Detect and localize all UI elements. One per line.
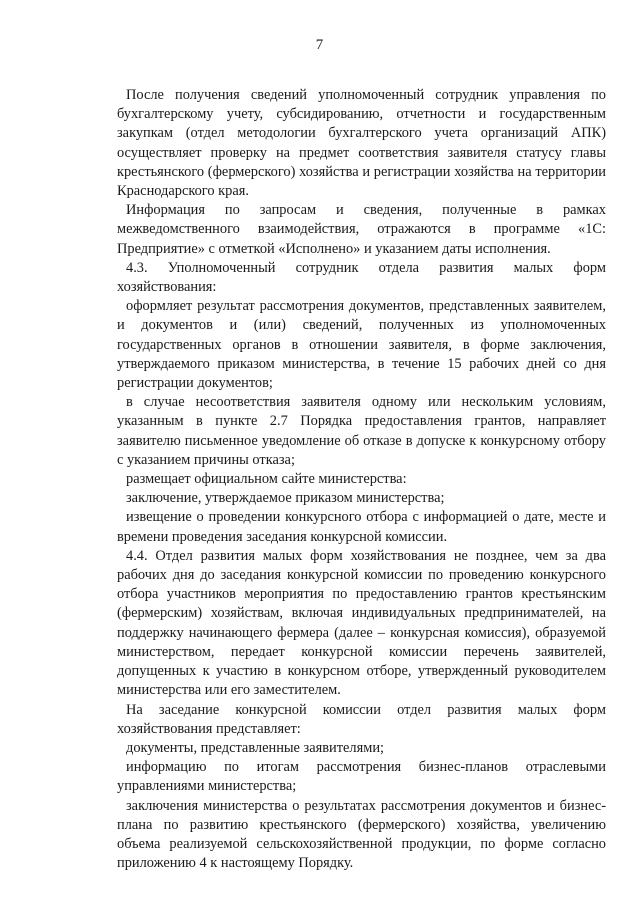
paragraph-ministry-conclusions: заключения министерства о результатах рассмотрения документов и бизнес-плана по развитию крестьянского (фермерского) хозяйства, увеличению объема реализуемой сельскохозяйственной продукции, по форме согласно приложению 4 к настоящему Порядку. bbox=[117, 797, 606, 872]
page-number: 7 bbox=[315, 37, 324, 53]
paragraph-formalize-result: оформляет результат рассмотрения документов, представленных заявителем, и документов и (или) сведений, полученных из уполномоченных государственных органов в отношении заявителя, в форме заключения, утверждаемого приказом министерства, в течение 15 рабочих дней со дня регистрации документов; bbox=[117, 298, 606, 392]
paragraph-publishes: размещает официальном сайте министерства: bbox=[126, 471, 407, 488]
paragraph-documents: документы, представленные заявителями; bbox=[126, 739, 385, 756]
paragraph-conclusion: заключение, утверждаемое приказом министерства; bbox=[126, 490, 445, 507]
paragraph-section-4-3: 4.3. Уполномоченный сотрудник отдела развития малых форм хозяйствования: bbox=[117, 259, 606, 296]
paragraph-verification: После получения сведений уполномоченный сотрудник управления по бухгалтерскому учету, субсидированию, отчетности и государственным закупкам (отдел методологии бухгалтерского учета организаций АПК) осуществляет проверку на предмет соответствия заявителя статусу главы крестьянского (фермерского) хозяйства и регистрации хозяйства на территории Краснодарского края. bbox=[117, 87, 606, 200]
paragraph-notice: извещение о проведении конкурсного отбора с информацией о дате, месте и времени проведения заседания конкурсной комиссии. bbox=[117, 509, 606, 545]
document-body bbox=[117, 86, 606, 873]
paragraph-section-4-4: 4.4. Отдел развития малых форм хозяйствования не позднее, чем за два рабочих дня до заседания конкурсной комиссии по проведению конкурсного отбора участников мероприятия по предоставлению грантов крестьянским (фермерским) хозяйствам, включая индивидуальных предпринимателей, на поддержку начинающего фермера (далее – конкурсная комиссия), образуемой министерством, передает конкурсной комиссии перечень заявителей, допущенных к участию в конкурсном отборе, утвержденный руководителем министерства или его заместителем. bbox=[117, 547, 606, 699]
paragraph-refusal-notice: в случае несоответствия заявителя одному или нескольким условиям, указанным в пункте 2.7 Порядка предоставления грантов, направляет заявителю письменное уведомление об отказе в допуске к конкурсному отбору с указанием причины отказа; bbox=[117, 394, 606, 468]
paragraph-commission-meeting: На заседание конкурсной комиссии отдел развития малых форм хозяйствования представляет: bbox=[117, 701, 606, 737]
paragraph-business-plans: информацию по итогам рассмотрения бизнес-планов отраслевыми управлениями министерства; bbox=[117, 759, 606, 795]
paragraph-interagency-info: Информация по запросам и сведения, полученные в рамках межведомственного взаимодействия, отражаются в программе «1С: Предприятие» с отметкой «Исполнено» и указанием даты исполнения. bbox=[117, 202, 606, 257]
